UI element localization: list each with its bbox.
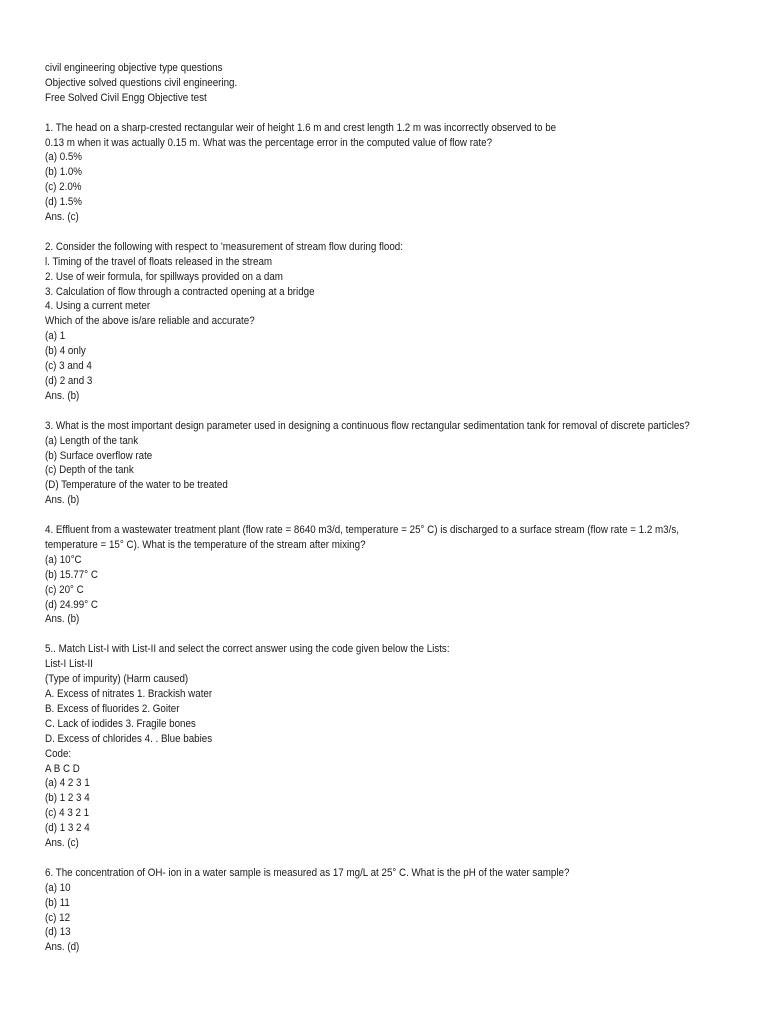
list-header: (Type of impurity) (Harm caused): [45, 673, 189, 686]
answer: Ans. (c): [45, 837, 79, 850]
question-3: [45, 419, 759, 508]
option: (b) 1 2 3 4: [45, 792, 90, 805]
option: (c) 20° C: [45, 583, 84, 596]
question-text: 2. Consider the following with respect to 'measurement of stream flow during flood:: [45, 240, 403, 253]
question-1: [45, 121, 759, 225]
option: (c) 3 and 4: [45, 360, 92, 373]
question-text: 3. What is the most important design parameter used in designing a continuous flow rectangular sedimentation tank for removal of discrete particles?: [45, 419, 690, 432]
option: (d) 24.99° C: [45, 598, 98, 611]
question-2: [45, 240, 759, 404]
answer: Ans. (c): [45, 211, 79, 224]
option: (a) 4 2 3 1: [45, 777, 90, 790]
question-text: 0.13 m when it was actually 0.15 m. What was the percentage error in the computed value of flow rate?: [45, 136, 493, 149]
question-text: 4. Effluent from a wastewater treatment plant (flow rate = 8640 m3/d, temperature = 25° C) is discharged to a surface stream (flow rate = 1.2 m3/s,: [45, 524, 679, 537]
list-header: List-I List-II: [45, 658, 93, 671]
option: (b) 11: [45, 896, 70, 909]
option: (d) 13: [45, 926, 71, 939]
option: (c) 12: [45, 911, 71, 924]
question-text: Which of the above is/are reliable and accurate?: [45, 315, 255, 328]
option: (b) Surface overflow rate: [45, 449, 153, 462]
header-line: Free Solved Civil Engg Objective test: [45, 91, 207, 104]
option: (D) Temperature of the water to be treated: [45, 479, 228, 492]
option: (a) 1: [45, 330, 66, 343]
question-5: [45, 642, 759, 851]
answer: Ans. (b): [45, 389, 80, 402]
question-text: 5.. Match List-I with List-II and select the correct answer using the code given below the Lists:: [45, 643, 450, 656]
document-header: [45, 61, 759, 106]
question-text: 6. The concentration of OH- ion in a water sample is measured as 17 mg/L at 25° C. What is the pH of the water sample?: [45, 866, 570, 879]
statement: l. Timing of the travel of floats released in the stream: [45, 255, 273, 268]
option: (a) Length of the tank: [45, 434, 139, 447]
option: (d) 2 and 3: [45, 375, 93, 387]
list-item: A. Excess of nitrates 1. Brackish water: [45, 687, 213, 700]
option: (b) 4 only: [45, 345, 86, 358]
answer: Ans. (d): [45, 941, 80, 954]
option: (a) 0.5%: [45, 151, 83, 164]
code-header: A B C D: [45, 762, 80, 775]
option: (b) 1.0%: [45, 166, 83, 179]
statement: 2. Use of weir formula, for spillways provided on a dam: [45, 270, 283, 283]
statement: 3. Calculation of flow through a contracted opening at a bridge: [45, 285, 315, 298]
list-item: C. Lack of iodides 3. Fragile bones: [45, 717, 196, 730]
question-text: 1. The head on a sharp-crested rectangular weir of height 1.6 m and crest length 1.2 m was incorrectly observed to be: [45, 121, 557, 134]
option: (a) 10°C: [45, 553, 82, 566]
question-6: [45, 866, 759, 955]
answer: Ans. (b): [45, 613, 80, 626]
answer: Ans. (b): [45, 494, 80, 507]
header-line: civil engineering objective type questions: [45, 62, 223, 74]
document-page: [45, 61, 759, 970]
code-label: Code:: [45, 747, 72, 760]
list-item: B. Excess of fluorides 2. Goiter: [45, 702, 180, 715]
header-line: Objective solved questions civil engineering.: [45, 76, 238, 89]
option: (a) 10: [45, 881, 71, 894]
option: (d) 1.5%: [45, 196, 83, 209]
question-text: temperature = 15° C). What is the temperature of the stream after mixing?: [45, 538, 366, 551]
option: (c) 2.0%: [45, 181, 82, 194]
option: (b) 15.77° C: [45, 568, 98, 581]
question-4: [45, 523, 759, 627]
option: (c) 4 3 2 1: [45, 807, 90, 820]
option: (c) Depth of the tank: [45, 464, 134, 477]
statement: 4. Using a current meter: [45, 300, 151, 313]
option: (d) 1 3 2 4: [45, 822, 90, 835]
list-item: D. Excess of chlorides 4. . Blue babies: [45, 732, 213, 745]
